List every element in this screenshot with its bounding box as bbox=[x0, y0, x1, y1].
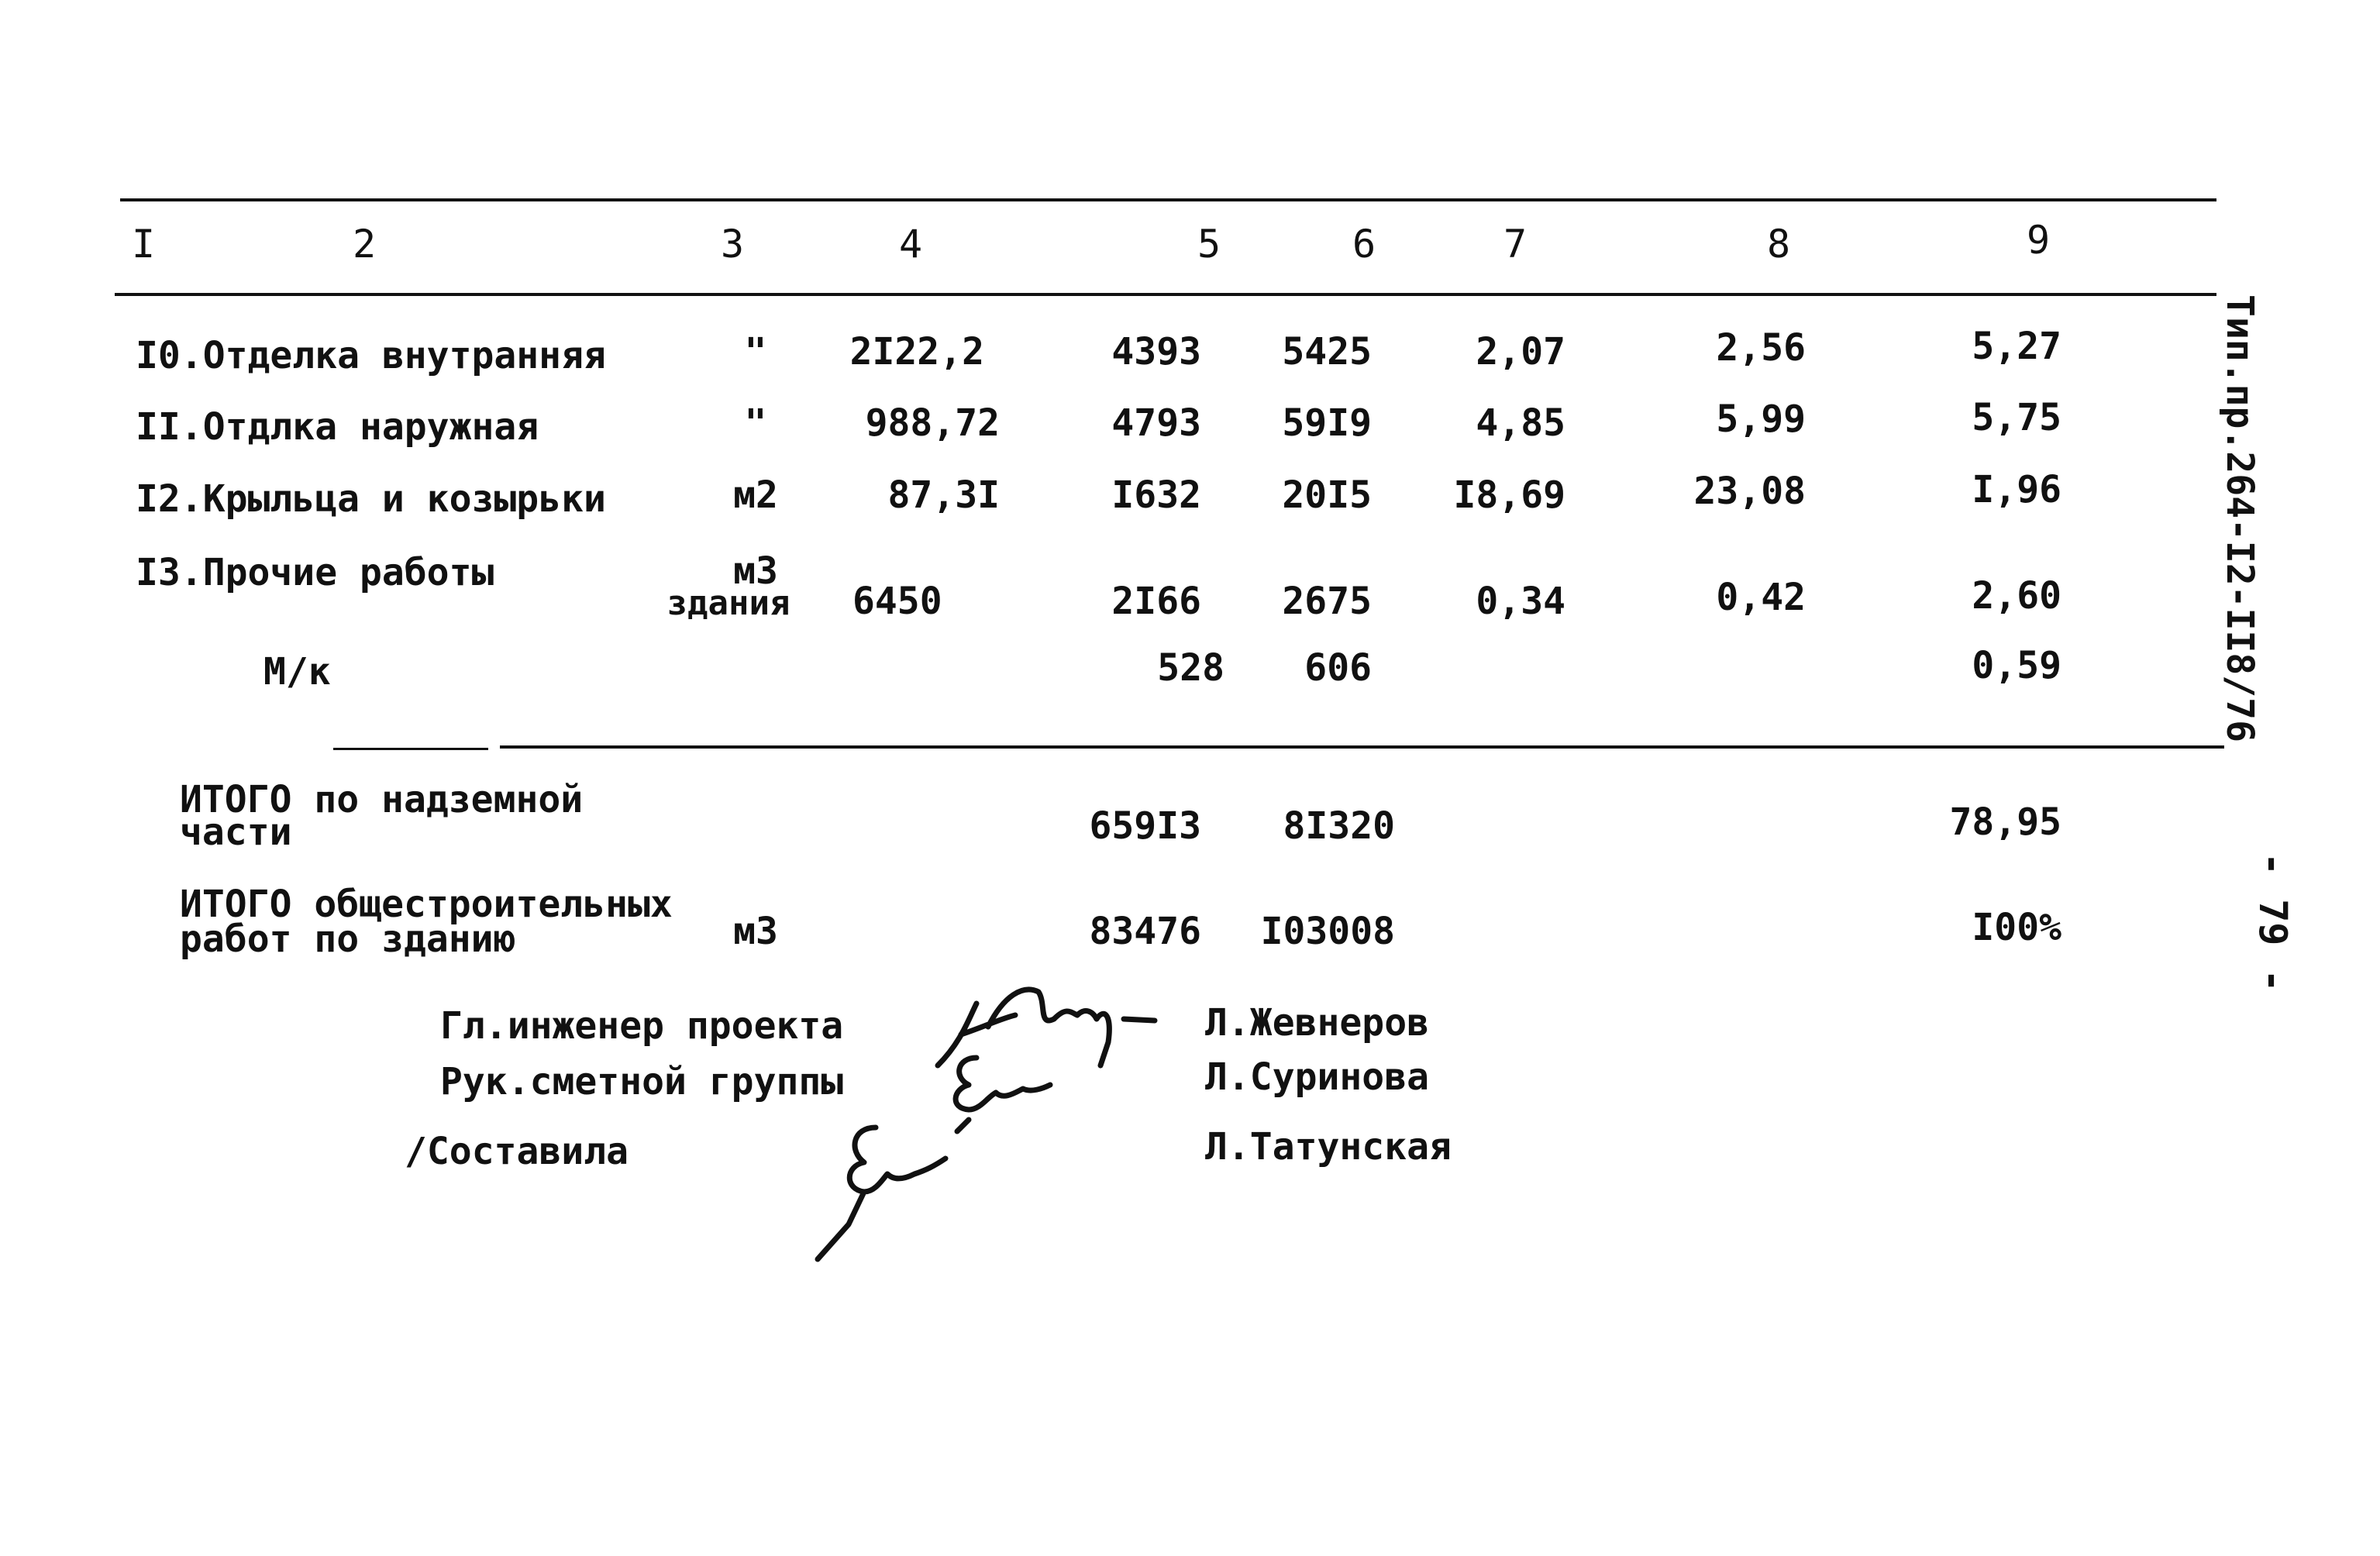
total-general-col5: 83476 bbox=[1089, 910, 1201, 953]
col-header-8: 8 bbox=[1766, 222, 1791, 267]
row-11-col6: 59I9 bbox=[1282, 401, 1372, 445]
total-above-ground-line1: ИТОГО по надземной bbox=[180, 778, 584, 821]
total-general-line1: ИТОГО общестроительных bbox=[180, 883, 673, 926]
total-general-col6: I03008 bbox=[1260, 910, 1395, 953]
col-header-9: 9 bbox=[2026, 218, 2051, 263]
row-13-name: I3.Прочие работы bbox=[136, 551, 494, 594]
total-above-ground-col9: 78,95 bbox=[1949, 800, 2061, 844]
row-11-col7: 4,85 bbox=[1476, 401, 1565, 445]
document-code: Тип.пр.264-I2-II8/76 bbox=[2218, 294, 2261, 742]
row-10-unit: " bbox=[744, 330, 767, 374]
header-rule bbox=[115, 293, 2216, 296]
top-rule bbox=[120, 198, 2216, 201]
total-general-unit: м3 bbox=[733, 910, 778, 953]
row-12-col9: I,96 bbox=[1972, 468, 2061, 511]
name-estimate-head: Л.Суринова bbox=[1205, 1055, 1429, 1099]
row-10-col7: 2,07 bbox=[1476, 330, 1565, 374]
subtotal-rule bbox=[500, 745, 2224, 749]
col-header-7: 7 bbox=[1503, 222, 1528, 267]
role-estimate-head: Рук.сметной группы bbox=[440, 1060, 844, 1103]
row-12-col5: I632 bbox=[1111, 473, 1201, 517]
col-header-1: I bbox=[131, 222, 156, 267]
total-above-ground-col5: 659I3 bbox=[1089, 804, 1201, 848]
total-general-line2: работ по зданию bbox=[180, 917, 516, 961]
row-11-col9: 5,75 bbox=[1972, 396, 2061, 439]
name-chief-engineer: Л.Жевнеров bbox=[1205, 1001, 1429, 1045]
row-11-col4: 988,72 bbox=[865, 401, 1000, 445]
row-10-col8: 2,56 bbox=[1716, 326, 1806, 370]
row-13-unit-line2: здания bbox=[666, 584, 790, 623]
row-13-col9: 2,60 bbox=[1972, 574, 2061, 618]
role-chief-engineer: Гл.инженер проекта bbox=[440, 1004, 844, 1048]
row-13-col7: 0,34 bbox=[1476, 580, 1565, 623]
col-header-6: 6 bbox=[1352, 222, 1376, 267]
row-mk-col6: 606 bbox=[1304, 646, 1372, 690]
row-11-col5: 4793 bbox=[1111, 401, 1201, 445]
row-10-col6: 5425 bbox=[1282, 330, 1372, 374]
row-12-col8: 23,08 bbox=[1693, 470, 1806, 513]
row-10-name: I0.Отделка внутранняя bbox=[136, 334, 606, 377]
row-12-col6: 20I5 bbox=[1282, 473, 1372, 517]
subtotal-rule-left bbox=[333, 748, 488, 750]
row-mk-name: М/к bbox=[263, 650, 331, 694]
page-number: - 79 - bbox=[2251, 852, 2296, 993]
col-header-4: 4 bbox=[898, 222, 923, 267]
row-10-col9: 5,27 bbox=[1972, 325, 2061, 368]
col-header-2: 2 bbox=[352, 222, 377, 267]
row-12-col4: 87,3I bbox=[887, 473, 1000, 517]
row-11-name: II.Отдлка наружная bbox=[136, 405, 539, 449]
row-13-col6: 2675 bbox=[1282, 580, 1372, 623]
row-13-col4: 6450 bbox=[852, 580, 942, 623]
row-mk-col9: 0,59 bbox=[1972, 644, 2061, 687]
col-header-3: 3 bbox=[720, 222, 745, 267]
row-13-unit-line1: м3 bbox=[733, 549, 778, 593]
total-general-col9: I00% bbox=[1972, 906, 2061, 949]
row-13-col8: 0,42 bbox=[1716, 576, 1806, 619]
row-mk-col5: 528 bbox=[1157, 646, 1224, 690]
row-10-col5: 4393 bbox=[1111, 330, 1201, 374]
signature-compiler bbox=[802, 1116, 957, 1263]
row-12-name: I2.Крыльца и козырьки bbox=[136, 477, 606, 521]
total-above-ground-line2: части bbox=[180, 811, 292, 854]
row-11-col8: 5,99 bbox=[1716, 398, 1806, 441]
total-above-ground-col6: 8I320 bbox=[1283, 804, 1395, 848]
row-11-unit: " bbox=[744, 401, 767, 445]
row-12-col7: I8,69 bbox=[1453, 473, 1565, 517]
role-compiled-by: /Составила bbox=[405, 1130, 629, 1173]
col-header-5: 5 bbox=[1197, 222, 1221, 267]
name-compiled-by: Л.Татунская bbox=[1205, 1125, 1452, 1169]
row-10-col4: 2I22,2 bbox=[849, 330, 984, 374]
row-12-unit: м2 bbox=[733, 473, 778, 517]
row-13-col5: 2I66 bbox=[1111, 580, 1201, 623]
